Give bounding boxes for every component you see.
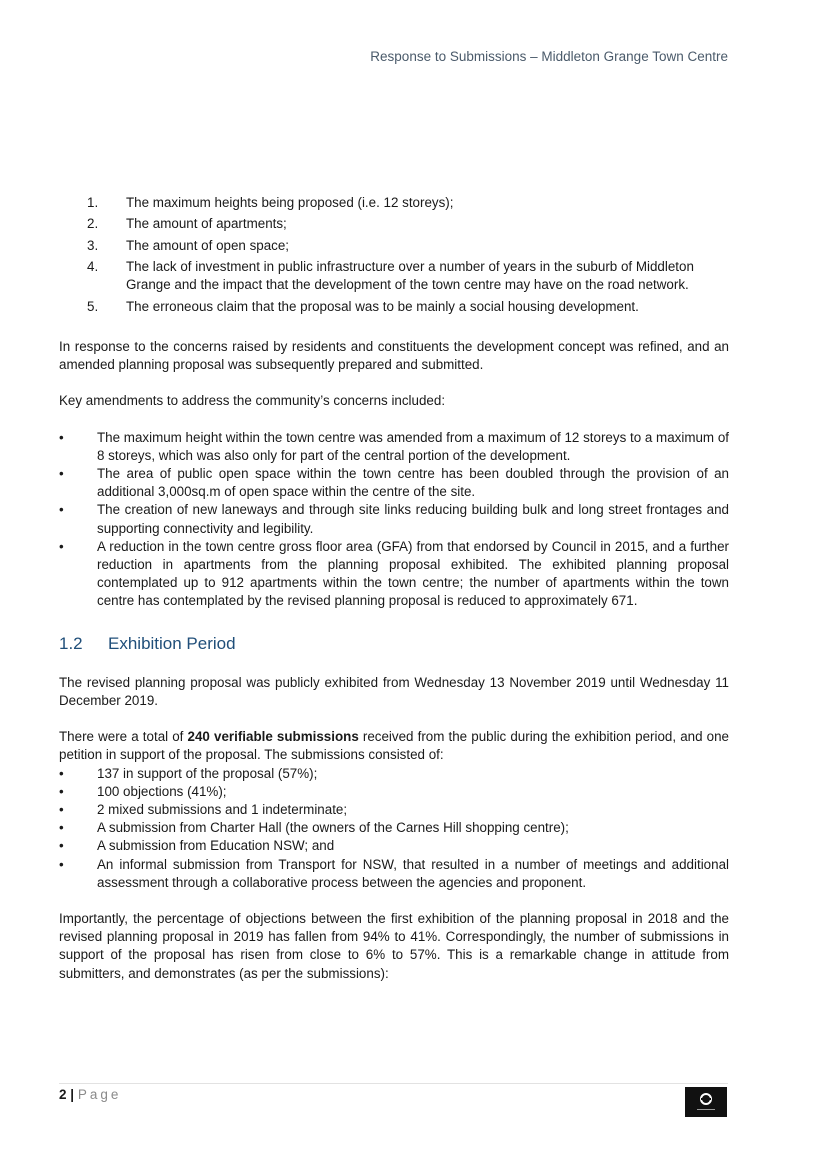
bullet-icon: • (59, 429, 64, 445)
list-number: 1. (87, 195, 99, 210)
footer-separator: | (70, 1087, 75, 1102)
bullet-icon: • (59, 820, 64, 836)
list-item (59, 429, 729, 465)
list-text: The erroneous claim that the proposal was to be mainly a social housing development. (126, 298, 639, 314)
list-number: 5. (87, 298, 99, 314)
list-item (59, 501, 729, 537)
list-text: 2 mixed submissions and 1 indeterminate; (97, 802, 348, 818)
bullet-icon: • (59, 465, 64, 481)
page-number: 2 (59, 1087, 67, 1102)
bullet-icon: • (59, 538, 64, 554)
response-paragraph: In response to the concerns raised by residents and constituents the development concept was refined, and an amended planning proposal was subsequently prepared and submitted. (59, 338, 729, 373)
list-text: The area of public open space within the town centre has been doubled through the provision of an additional 3,000sq.m of open space within the centre of the site. (97, 465, 729, 500)
list-item (59, 298, 729, 316)
list-text: A submission from Charter Hall (the owners of the Carnes Hill shopping centre); (97, 820, 569, 836)
bullet-icon: • (59, 856, 64, 872)
list-item (59, 237, 729, 255)
section-heading (59, 635, 729, 653)
company-logo-icon (685, 1087, 727, 1117)
list-text: 100 objections (41%); (97, 783, 227, 799)
list-text: The creation of new laneways and through site links reducing building bulk and long street frontages and supporting connectivity and legibility. (97, 502, 729, 536)
list-text: An informal submission from Transport for NSW, that resulted in a number of meetings and additional assessment through a collaborative process between the agencies and proponent. (97, 856, 729, 890)
footer-divider (59, 1083, 728, 1084)
exhibited-paragraph: The revised planning proposal was publicly exhibited from Wednesday 13 November 2019 until Wednesday 11 December 2019. (59, 674, 729, 709)
list-text: The lack of investment in public infrastructure over a number of years in the suburb of Middleton Grange and the impact that the development of the town centre may have on the road network. (126, 259, 694, 293)
list-text: A submission from Education NSW; and (97, 838, 335, 854)
submissions-total-paragraph: There were a total of 240 verifiable submissions received from the public during the exhibition period, and one petition in support of the proposal. The submissions consisted of: (59, 729, 729, 763)
list-number: 2. (87, 216, 99, 232)
list-item (59, 258, 729, 294)
list-number: 4. (87, 259, 99, 275)
bullet-icon: • (59, 783, 64, 799)
bullet-icon: • (59, 802, 64, 818)
amendments-list (59, 429, 729, 611)
page-label: Page (77, 1087, 122, 1102)
list-item (59, 465, 729, 501)
key-amendments-intro: Key amendments to address the community’s concerns included: (59, 393, 446, 409)
list-item (59, 765, 729, 783)
bullet-icon: • (59, 838, 64, 854)
list-number: 3. (87, 237, 99, 253)
list-text: The maximum height within the town centre was amended from a maximum of 12 storeys to a maximum of 8 storeys, which was also only for part of the central portion of the development. (97, 429, 729, 463)
page-footer (59, 1087, 121, 1102)
section-title: Exhibition Period (108, 633, 236, 653)
submissions-count: 240 verifiable submissions (187, 729, 359, 745)
list-item (59, 837, 729, 855)
concerns-list (59, 194, 729, 316)
bullet-icon: • (59, 765, 64, 781)
submissions-list (59, 765, 729, 892)
list-item (59, 538, 729, 611)
list-text: 137 in support of the proposal (57%); (97, 765, 318, 781)
list-item (59, 819, 729, 837)
section-number: 1.2 (59, 633, 83, 653)
list-item (59, 215, 729, 233)
list-text: The amount of open space; (126, 237, 290, 253)
list-item (59, 856, 729, 892)
importantly-paragraph: Importantly, the percentage of objections between the first exhibition of the planning proposal in 2018 and the revised planning proposal in 2019 has fallen from 94% to 41%. Correspondingly, the number of submissions in support of the proposal has risen from close to 6% to 57%. This is a remarkable change in attitude from submitters, and demonstrates (as per the submissions): (59, 911, 729, 981)
list-item (59, 194, 729, 212)
running-header: Response to Submissions – Middleton Grange Town Centre (370, 49, 728, 64)
list-text: The amount of apartments; (126, 216, 287, 232)
page-body (59, 194, 729, 983)
list-item (59, 801, 729, 819)
bullet-icon: • (59, 502, 64, 518)
list-text: A reduction in the town centre gross floor area (GFA) from that endorsed by Council in 2015, and a further reduction in apartments from the planning proposal exhibited. The exhibited planning proposal contemplated up to 912 apartments within the town centre; the number of apartments within the town centre has contemplated by the revised planning proposal is reduced to approximately 671. (97, 538, 729, 609)
list-text: The maximum heights being proposed (i.e. 12 storeys); (126, 195, 454, 210)
list-item (59, 783, 729, 801)
